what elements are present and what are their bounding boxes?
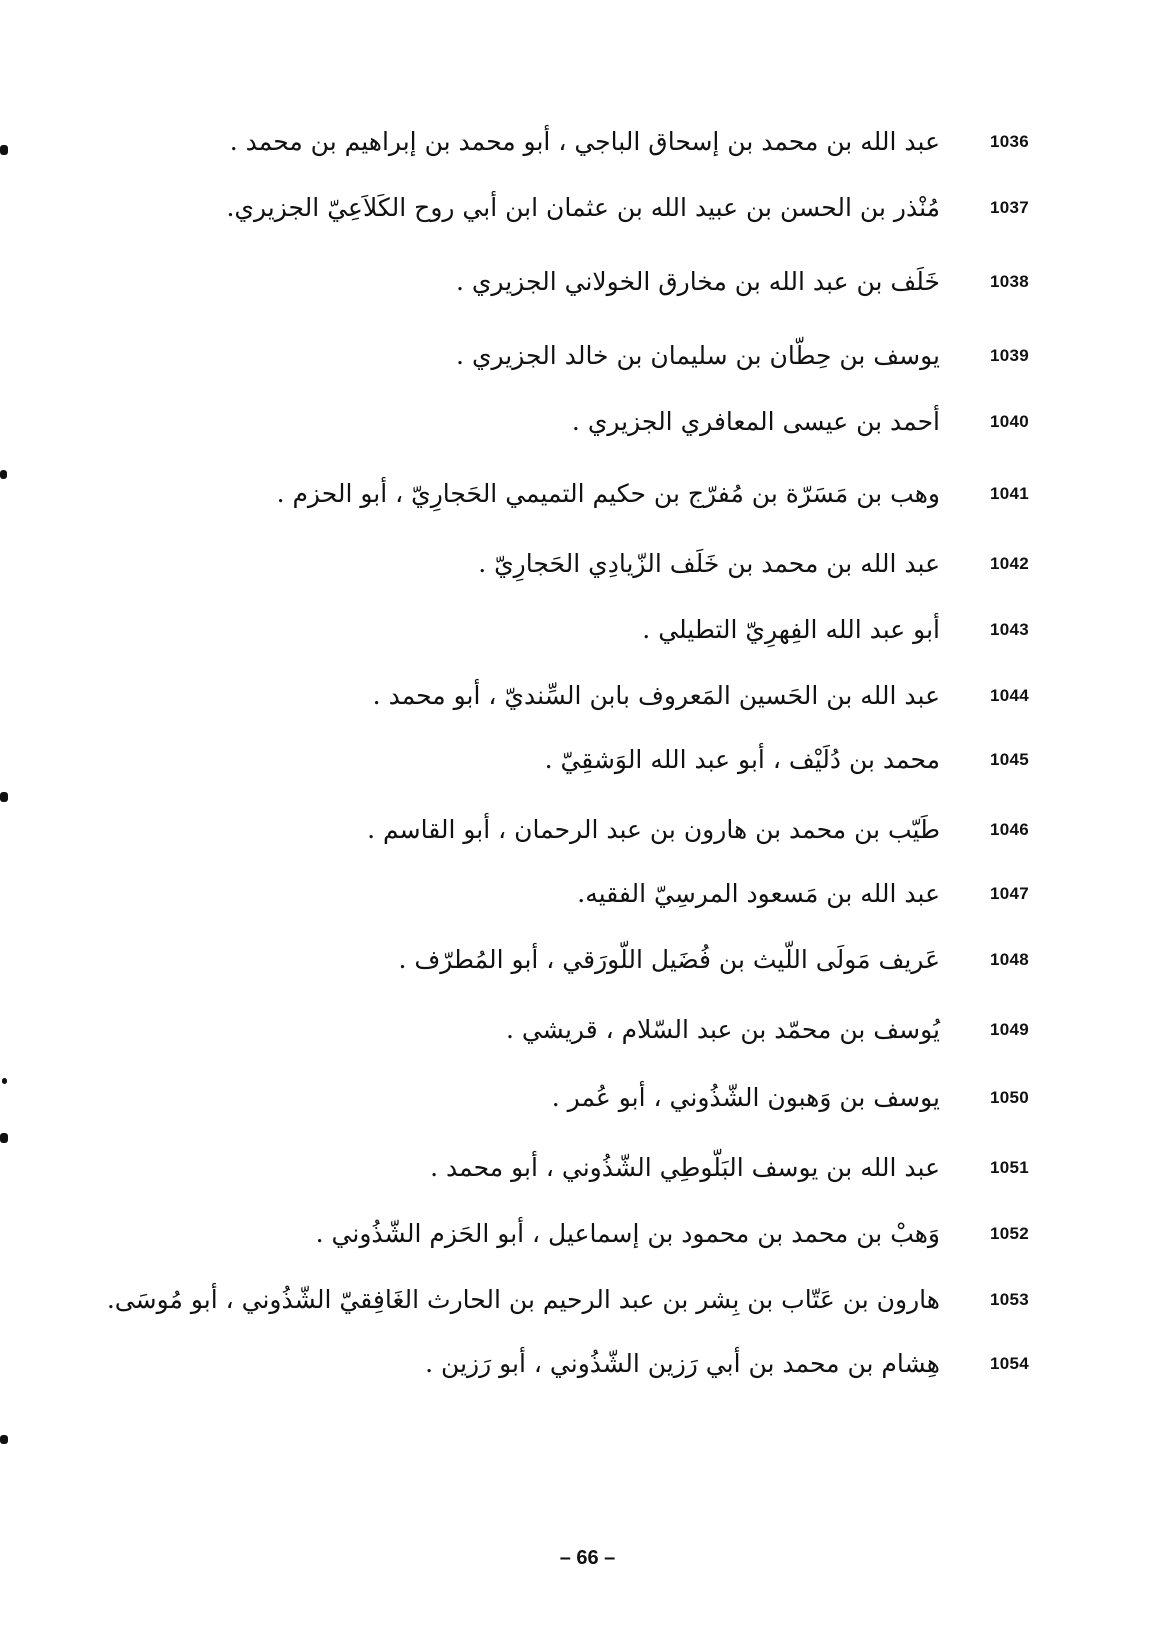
entry-text: عبد الله بن محمد بن خَلَف الزّيادِي الحَجارِيّ .	[478, 549, 940, 578]
entry-number: 1053	[990, 1290, 1030, 1309]
entry-text: عَريف مَولَى اللّيث بن فُضَيل اللّورَقي ، أبو المُطرّف .	[398, 945, 940, 974]
entry-number: 1042	[990, 554, 1030, 573]
entry-text: يُوسف بن محمّد بن عبد السّلام ، قريشي .	[505, 1015, 940, 1044]
scan-speck	[0, 1133, 8, 1143]
entry-number: 1036	[990, 132, 1030, 151]
entry-number: 1043	[990, 620, 1030, 639]
entry-text: هِشام بن محمد بن أبي رَزين الشّذُوني ، أبو رَزين .	[425, 1349, 940, 1378]
entry-text: طَيّب بن محمد بن هارون بن عبد الرحمان ، أبو القاسم .	[367, 815, 940, 844]
entry-number: 1046	[990, 820, 1030, 839]
entry-number: 1045	[990, 750, 1030, 769]
entry-number: 1048	[990, 950, 1030, 969]
entry-number: 1052	[990, 1224, 1030, 1243]
entry-1050	[130, 1076, 1050, 1126]
entry-number: 1040	[990, 412, 1030, 431]
entry-1036	[130, 120, 1050, 170]
entry-1044	[130, 674, 1050, 724]
entry-number: 1050	[990, 1088, 1030, 1107]
entry-1053	[106, 1278, 1050, 1328]
entry-1054	[130, 1342, 1050, 1392]
entry-number: 1047	[990, 884, 1030, 903]
entry-1042	[130, 542, 1050, 592]
entry-1048	[130, 938, 1050, 988]
entry-1040	[130, 400, 1050, 450]
entry-text: عبد الله بن محمد بن إسحاق الباجي ، أبو محمد بن إبراهيم بن محمد .	[229, 127, 940, 156]
scan-speck	[0, 470, 7, 479]
entry-text: هارون بن عَتّاب بن بِشر بن عبد الرحيم بن الحارث الغَافِقيّ الشّذُوني ، أبو مُوسَى.	[106, 1285, 940, 1314]
entry-1037	[130, 186, 1050, 236]
entry-text: مُنْذر بن الحسن بن عبيد الله بن عثمان ابن أبي روح الكَلاَعِيّ الجزيري.	[226, 193, 940, 222]
entry-text: أبو عبد الله الفِهرِيّ التطيلي .	[642, 615, 940, 644]
entry-number: 1041	[990, 484, 1030, 503]
entry-number: 1037	[990, 198, 1030, 217]
scan-speck	[0, 145, 8, 155]
entry-number: 1054	[990, 1354, 1030, 1373]
entry-1052	[130, 1212, 1050, 1262]
entry-1043	[130, 608, 1050, 658]
entry-text: عبد الله بن الحَسين المَعروف بابن السِّنديّ ، أبو محمد .	[372, 681, 940, 710]
entry-text: خَلَف بن عبد الله بن مخارق الخولاني الجزيري .	[455, 267, 940, 296]
entry-number: 1051	[990, 1158, 1030, 1177]
entry-number: 1044	[990, 686, 1030, 705]
entry-text: وَهبْ بن محمد بن محمود بن إسماعيل ، أبو الحَزم الشّذُوني .	[315, 1219, 940, 1248]
entry-1041	[130, 472, 1050, 522]
entry-number: 1049	[990, 1020, 1030, 1039]
entry-text: عبد الله بن يوسف البَلّوطِي الشّذُوني ، أبو محمد .	[430, 1153, 940, 1182]
entry-text: وهب بن مَسَرّة بن مُفرّج بن حكيم التميمي الحَجارِيّ ، أبو الحزم .	[276, 479, 940, 508]
entry-text: عبد الله بن مَسعود المرسِيّ الفقيه.	[577, 879, 940, 908]
scan-speck	[2, 1078, 7, 1084]
entry-text: محمد بن دُلَيْف ، أبو عبد الله الوَشقِيّ .	[544, 745, 940, 774]
entry-1051	[130, 1146, 1050, 1196]
scan-speck	[0, 1435, 8, 1444]
entry-text: أحمد بن عيسى المعافري الجزيري .	[571, 407, 940, 436]
page-number: – 66 –	[559, 1547, 616, 1569]
entry-1045	[130, 738, 1050, 788]
entry-1038	[130, 260, 1050, 310]
entry-1049	[130, 1008, 1050, 1058]
entry-text: يوسف بن حِطّان بن سليمان بن خالد الجزيري .	[456, 341, 940, 370]
entry-1047	[130, 872, 1050, 922]
scan-speck	[0, 792, 8, 802]
entry-number: 1039	[990, 346, 1030, 365]
entry-number: 1038	[990, 272, 1030, 291]
entry-1039	[130, 334, 1050, 384]
entry-1046	[130, 808, 1050, 858]
entry-text: يوسف بن وَهبون الشّذُوني ، أبو عُمر .	[551, 1083, 940, 1112]
